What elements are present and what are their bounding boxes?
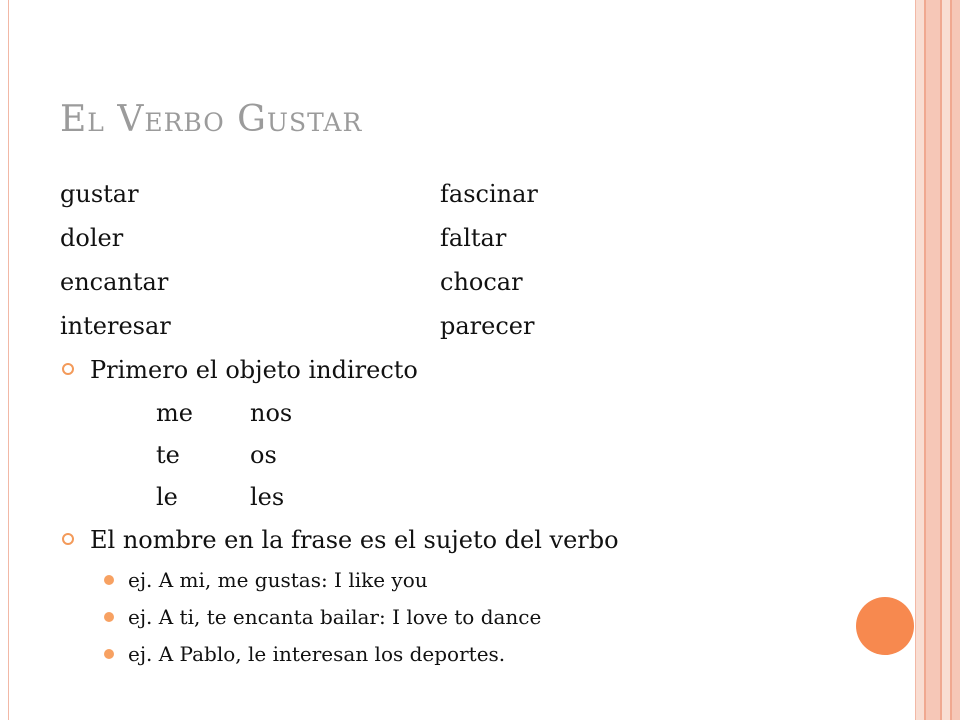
- example-item: [60, 636, 880, 673]
- bullet-item: [60, 518, 880, 562]
- stripe: [926, 0, 940, 720]
- pronoun-row: [60, 476, 880, 518]
- bullet-dot-icon: [104, 612, 114, 622]
- verb: chocar: [440, 268, 523, 296]
- pronoun-singular: le: [156, 483, 178, 511]
- pronoun-plural: les: [250, 483, 285, 511]
- verb: fascinar: [440, 180, 538, 208]
- verb-row: [60, 304, 880, 348]
- bullet-item: [60, 348, 880, 392]
- bullet-text: El nombre en la frase es el sujeto del verbo: [90, 526, 619, 554]
- bullet-ring-icon: [62, 363, 74, 375]
- stripe: [916, 0, 924, 720]
- slide-body: [60, 172, 880, 673]
- verb-row: [60, 172, 880, 216]
- pronoun-plural: os: [250, 441, 277, 469]
- bullet-dot-icon: [104, 575, 114, 585]
- pronoun-singular: me: [156, 399, 193, 427]
- pronoun-row: [60, 392, 880, 434]
- bullet-ring-icon: [62, 533, 74, 545]
- bullet-text: Primero el objeto indirecto: [90, 356, 418, 384]
- decorative-side-stripes: [916, 0, 960, 720]
- example-text: ej. A Pablo, le interesan los deportes.: [128, 642, 506, 666]
- bullet-dot-icon: [104, 649, 114, 659]
- verb: gustar: [60, 180, 139, 208]
- pronoun-singular: te: [156, 441, 180, 469]
- verb-row: [60, 260, 880, 304]
- verb-row: [60, 216, 880, 260]
- example-text: ej. A ti, te encanta bailar: I love to dance: [128, 605, 542, 629]
- verb: doler: [60, 224, 124, 252]
- example-item: [60, 562, 880, 599]
- verb: parecer: [440, 312, 535, 340]
- pronoun-row: [60, 434, 880, 476]
- pronoun-plural: nos: [250, 399, 293, 427]
- verb: faltar: [440, 224, 507, 252]
- stripe: [942, 0, 950, 720]
- example-item: [60, 599, 880, 636]
- stripe: [952, 0, 960, 720]
- verb: encantar: [60, 268, 169, 296]
- slide-title: El Verbo Gustar: [60, 99, 363, 140]
- example-text: ej. A mi, me gustas: I like you: [128, 568, 428, 592]
- verb: interesar: [60, 312, 171, 340]
